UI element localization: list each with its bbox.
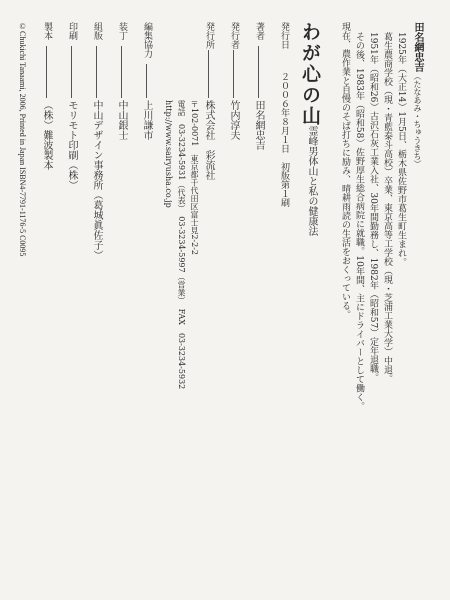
typeset-value: 中山デザイン事務所（葛城眞佐子） <box>91 100 102 260</box>
publisher-label: 発行所 <box>204 22 214 49</box>
print-value: モリモト印刷（株） <box>66 100 77 190</box>
binding-label: 製本 <box>42 22 52 40</box>
copyright-line: ©Chukichi Tanaami, 2006, Printed in Japan ISBN4-7791-1176-5 C0095 <box>18 22 27 257</box>
publisher-address: 〒102-0071 東京都千代田区富士見2-2-2 <box>190 100 199 256</box>
print-rule <box>71 46 72 98</box>
editorial-rule <box>146 64 147 98</box>
design-value: 中山銀士 <box>116 100 127 140</box>
author-rule <box>258 46 259 98</box>
publisher-value: 株式会社 彩流社 <box>203 100 214 180</box>
book-title: わが心の山 <box>299 22 321 127</box>
print-label: 印刷 <box>67 22 77 40</box>
author-bio-line-5: 現在、農作業と自慢のそば打ちに励み、晴耕雨読の生活をおくっている。 <box>340 22 350 319</box>
binding-value: （株）難波製本 <box>41 100 52 170</box>
publisher-tel: 電話 03-3234-5931（代表） 03-3234-5997（営業） FAX 03-3234-5932 <box>177 100 186 390</box>
design-rule <box>121 46 122 98</box>
author-name-text: 田名網忠吉 <box>412 22 423 72</box>
publisher-url[interactable]: http://www.sairyusha.co.jp <box>164 100 173 208</box>
editorial-label: 編集協力 <box>142 22 152 58</box>
book-subtitle: 霊峰男体山と私の健康法 <box>306 126 317 236</box>
binding-rule <box>46 46 47 98</box>
author-label: 著者 <box>254 22 264 40</box>
author-bio-line-1: 1925年（大正14）1月5日、栃木県佐野市葛生町生まれ。 <box>396 32 406 267</box>
publisher-person-value: 竹内淳夫 <box>228 100 239 140</box>
editorial-value: 上川謙市 <box>141 100 152 140</box>
publisher-person-label: 発行者 <box>229 22 239 49</box>
typeset-label: 組版 <box>92 22 102 40</box>
author-name-reading: （たなあみ・ちゅうきち） <box>413 72 422 168</box>
publisher-person-rule <box>233 50 234 98</box>
author-bio-line-2: 葛生農商学校（現・青藍泰斗高校）卒業、東京高等工学校（現・芝浦工業大学）中退。 <box>382 32 392 383</box>
publisher-rule <box>208 50 209 98</box>
author-value: 田名網忠吉 <box>253 100 264 150</box>
typeset-rule <box>96 46 97 98</box>
issue-date-label: 発行日 <box>279 22 289 49</box>
author-bio-line-3: 1951年（昭和26）古沢石灰工業入社、30年間勤務し、1982年（昭和57）定年退職。 <box>368 32 378 383</box>
author-name <box>412 22 422 168</box>
author-bio-line-4: その後、1983年（昭和58）佐野厚生総合病院に就職。10年間、主にドライバーとして働く。 <box>354 32 364 411</box>
design-label: 装丁 <box>117 22 127 40</box>
issue-date-value: ２００６年８月１日 初版第１刷 <box>279 72 289 207</box>
